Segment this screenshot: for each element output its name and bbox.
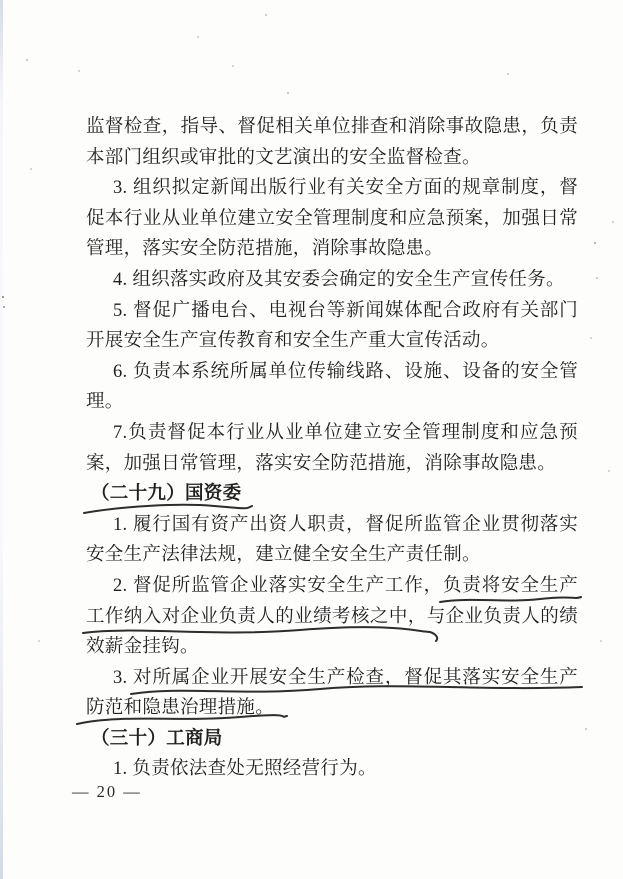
text-segment: 理。 [86, 392, 124, 413]
text-line [86, 571, 578, 602]
text-segment: 与企业负责人的绩 [426, 606, 578, 627]
text-line [86, 540, 578, 571]
text-segment: 监督检查，指导、督促相关单位排查和消除事故隐患，负责 [86, 117, 578, 137]
text-segment: 1. 履行国有资产出资人职责，督促所监管企业贯彻落实 [113, 514, 578, 535]
text-line [86, 234, 578, 265]
text-segment: 促本行业从业单位建立安全管理制度和应急预案，加强日常 [86, 208, 578, 229]
text-segment: 5. 督促广播电台、电视台等新闻媒体配合政府有关部门 [113, 300, 578, 321]
text-segment: 3. 组织拟定新闻出版行业有关安全方面的规章制度，督 [113, 178, 578, 199]
scanner-edge-shadow [0, 0, 3, 879]
page-number: — 20 — [72, 782, 142, 801]
text-segment: 4. 组织落实政府及其安委会确定的安全生产宣传任务。 [113, 269, 565, 290]
pen-underlined-text: 防范和隐患治理措施。 [86, 698, 275, 719]
section-heading [86, 724, 578, 755]
text-line [86, 632, 578, 663]
pen-underlined-text: （二十九）国资委 [91, 484, 242, 505]
text-segment: 安全生产法律法规，建立健全安全生产责任制。 [86, 545, 481, 566]
pen-underlined-text: 对所属企业开展安全生产检查，督促其落实安全生产 [132, 667, 579, 688]
text-segment: 2. 督促所监管企业落实安全生产工作， [113, 575, 443, 596]
text-line [86, 693, 578, 724]
text-line [86, 326, 578, 357]
text-line [86, 449, 578, 480]
text-line [86, 143, 578, 174]
text-line [86, 754, 578, 785]
text-block [86, 112, 578, 785]
text-line [86, 173, 578, 204]
text-line [86, 663, 578, 694]
text-line [86, 204, 578, 235]
text-segment: 效薪金挂钩。 [86, 637, 199, 658]
text-segment: （三十）工商局 [91, 728, 223, 749]
text-line [86, 418, 578, 449]
text-segment: 6. 负责本系统所属单位传输线路、设施、设备的安全管 [113, 361, 578, 382]
text-segment: 开展安全生产宣传教育和安全生产重大宣传活动。 [86, 331, 500, 352]
text-line [86, 602, 578, 633]
text-segment: 案，加强日常管理，落实安全防范措施，消除事故隐患。 [86, 453, 557, 474]
text-line [86, 510, 578, 541]
pen-underlined-text: 负责将安全生产 [442, 575, 578, 596]
text-segment: 3. [113, 667, 133, 688]
pen-underlined-text: 工作纳入对企业负责人的业绩考核之中， [86, 606, 427, 627]
scan-noise-speckles [0, 0, 2, 2]
text-segment: 管理，落实安全防范措施，消除事故隐患。 [86, 239, 444, 260]
text-line [86, 112, 578, 143]
text-line [86, 265, 578, 296]
text-segment: 7.负责督促本行业从业单位建立安全管理制度和应急预 [113, 422, 578, 443]
text-line [86, 296, 578, 327]
text-line [86, 357, 578, 388]
text-line [86, 387, 578, 418]
section-heading [86, 479, 578, 510]
text-segment: 1. 负责依法查处无照经营行为。 [113, 759, 377, 780]
text-segment: 本部门组织或审批的文艺演出的安全监督检查。 [86, 147, 481, 168]
